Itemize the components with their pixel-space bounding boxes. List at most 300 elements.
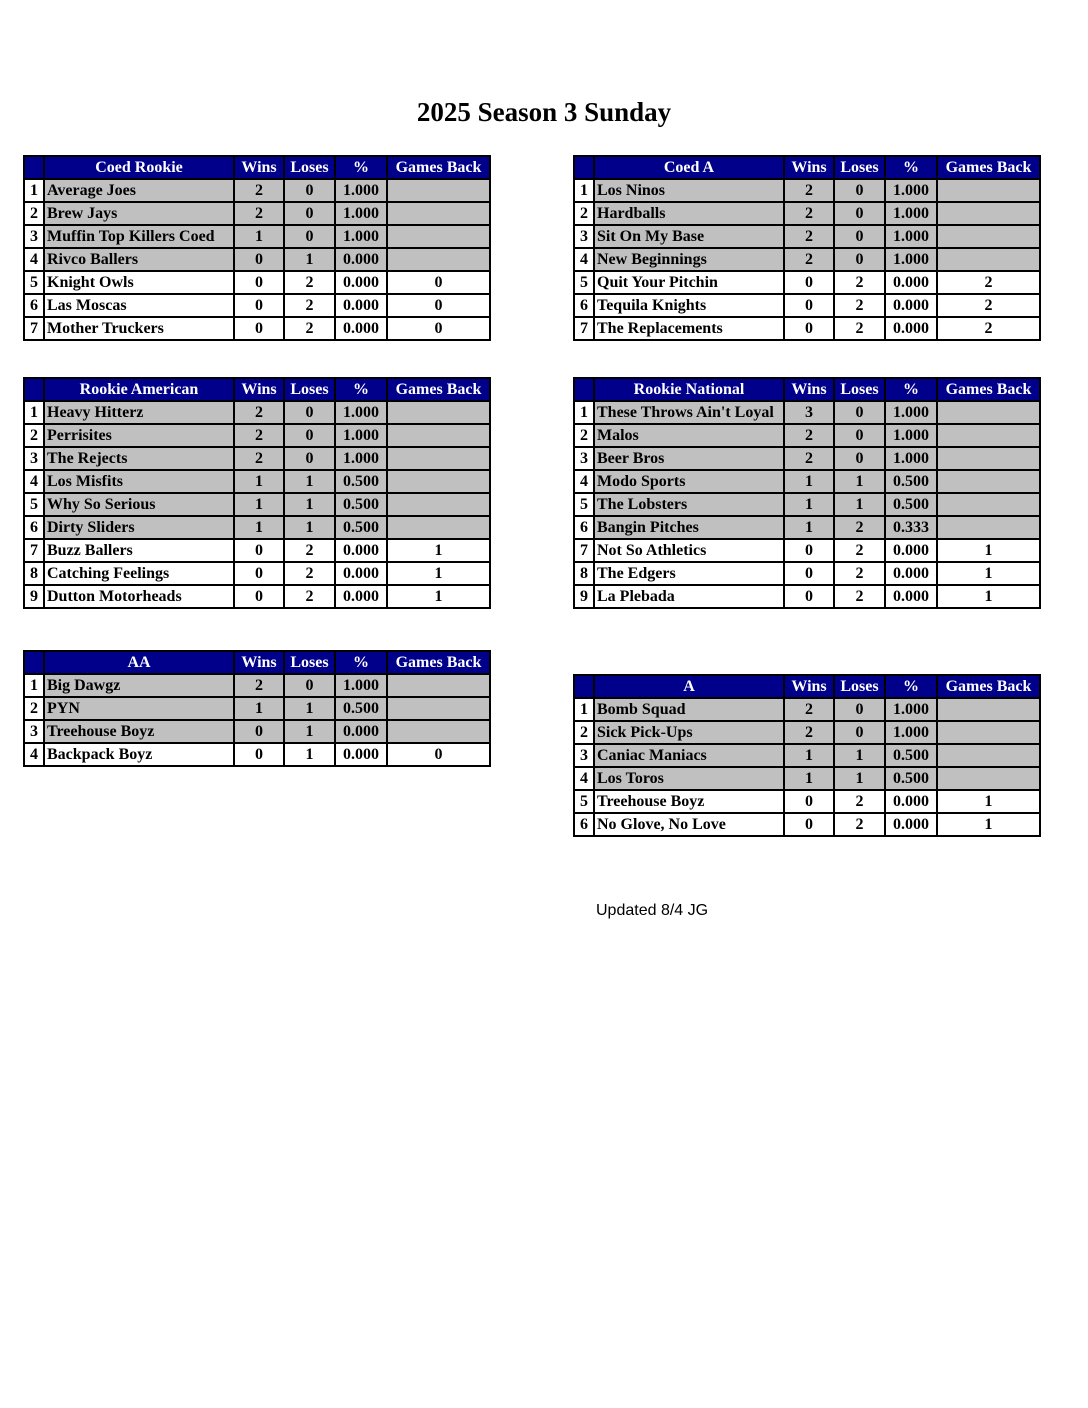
wins-cell: 0: [784, 294, 834, 317]
loses-cell: 1: [834, 744, 885, 767]
team-name-cell: Beer Bros: [594, 447, 784, 470]
page-title: 2025 Season 3 Sunday: [416, 97, 672, 127]
games-back-cell: 1: [387, 585, 490, 608]
pct-cell: 0.000: [335, 317, 387, 340]
table-header-row: [24, 156, 490, 179]
table-row: [574, 317, 1040, 340]
loses-cell: 2: [834, 516, 885, 539]
wins-cell: 0: [234, 743, 284, 766]
pct-cell: 0.500: [885, 470, 937, 493]
wins-cell: 2: [784, 424, 834, 447]
games-back-cell: [937, 447, 1040, 470]
rank-header: [574, 378, 594, 401]
table-row: [24, 562, 490, 585]
pct-cell: 0.000: [885, 790, 937, 813]
team-name-cell: Quit Your Pitchin: [594, 271, 784, 294]
games-back-cell: [937, 202, 1040, 225]
team-name-cell: Knight Owls: [44, 271, 234, 294]
loses-cell: 1: [284, 493, 335, 516]
games-back-cell: [387, 202, 490, 225]
loses-cell: 1: [834, 470, 885, 493]
rank-cell: 5: [574, 271, 594, 294]
wins-header: Wins: [784, 675, 834, 698]
rank-header: [24, 651, 44, 674]
pct-cell: 0.000: [885, 813, 937, 836]
table-row: [574, 813, 1040, 836]
wins-cell: 2: [234, 401, 284, 424]
loses-header: Loses: [284, 378, 335, 401]
pct-cell: 0.500: [335, 470, 387, 493]
loses-cell: 2: [834, 271, 885, 294]
pct-cell: 1.000: [885, 698, 937, 721]
wins-cell: 1: [784, 767, 834, 790]
pct-cell: 0.000: [885, 271, 937, 294]
table-header-row: [574, 156, 1040, 179]
pct-cell: 1.000: [335, 424, 387, 447]
standings-table-coed-a: [573, 155, 1041, 341]
team-name-cell: These Throws Ain't Loyal: [594, 401, 784, 424]
pct-cell: 0.500: [335, 697, 387, 720]
games-back-cell: [387, 697, 490, 720]
rank-cell: 3: [574, 447, 594, 470]
rank-cell: 4: [24, 470, 44, 493]
pct-cell: 0.333: [885, 516, 937, 539]
wins-cell: 1: [234, 493, 284, 516]
team-name-cell: Perrisites: [44, 424, 234, 447]
wins-cell: 1: [784, 493, 834, 516]
table-row: [574, 744, 1040, 767]
table-row: [24, 697, 490, 720]
rank-cell: 2: [24, 424, 44, 447]
wins-cell: 2: [784, 698, 834, 721]
table-header-row: [24, 378, 490, 401]
games-back-cell: [387, 516, 490, 539]
pct-cell: 1.000: [885, 447, 937, 470]
table-row: [574, 424, 1040, 447]
pct-cell: 0.000: [885, 317, 937, 340]
wins-cell: 0: [784, 271, 834, 294]
table-row: [24, 516, 490, 539]
rank-cell: 3: [24, 720, 44, 743]
games-back-cell: [387, 179, 490, 202]
loses-header: Loses: [284, 651, 335, 674]
loses-cell: 0: [284, 225, 335, 248]
team-name-cell: Las Moscas: [44, 294, 234, 317]
wins-cell: 1: [784, 470, 834, 493]
table-header-row: [574, 675, 1040, 698]
pct-cell: 0.000: [885, 562, 937, 585]
table-row: [24, 225, 490, 248]
wins-cell: 1: [784, 516, 834, 539]
pct-cell: 0.500: [885, 767, 937, 790]
loses-cell: 1: [284, 697, 335, 720]
games-back-cell: [387, 720, 490, 743]
table-row: [574, 790, 1040, 813]
rank-cell: 2: [574, 202, 594, 225]
table-row: [24, 248, 490, 271]
team-name-cell: Hardballs: [594, 202, 784, 225]
table-row: [24, 720, 490, 743]
wins-cell: 1: [234, 225, 284, 248]
games-back-cell: [387, 225, 490, 248]
games-back-header: Games Back: [387, 156, 490, 179]
pct-header: %: [335, 651, 387, 674]
pct-header: %: [885, 675, 937, 698]
team-name-cell: Muffin Top Killers Coed: [44, 225, 234, 248]
loses-cell: 1: [284, 248, 335, 271]
wins-cell: 1: [234, 516, 284, 539]
wins-cell: 2: [784, 447, 834, 470]
rank-cell: 8: [24, 562, 44, 585]
loses-cell: 1: [284, 743, 335, 766]
pct-cell: 0.000: [885, 294, 937, 317]
table-row: [574, 585, 1040, 608]
loses-cell: 2: [284, 317, 335, 340]
pct-cell: 1.000: [335, 401, 387, 424]
loses-cell: 0: [284, 424, 335, 447]
pct-header: %: [885, 156, 937, 179]
wins-cell: 2: [784, 248, 834, 271]
wins-cell: 0: [234, 317, 284, 340]
loses-header: Loses: [834, 156, 885, 179]
loses-cell: 1: [284, 516, 335, 539]
loses-cell: 0: [284, 401, 335, 424]
wins-cell: 1: [234, 470, 284, 493]
wins-cell: 0: [234, 720, 284, 743]
rank-cell: 7: [574, 539, 594, 562]
team-name-cell: Los Toros: [594, 767, 784, 790]
table-row: [24, 674, 490, 697]
table-row: [574, 248, 1040, 271]
rank-cell: 8: [574, 562, 594, 585]
loses-cell: 2: [834, 562, 885, 585]
table-row: [574, 539, 1040, 562]
loses-cell: 0: [284, 447, 335, 470]
wins-cell: 1: [784, 744, 834, 767]
rank-cell: 1: [24, 401, 44, 424]
rank-cell: 1: [24, 674, 44, 697]
rank-header: [574, 156, 594, 179]
team-name-cell: Treehouse Boyz: [594, 790, 784, 813]
loses-cell: 1: [834, 767, 885, 790]
rank-cell: 2: [574, 721, 594, 744]
pct-cell: 0.500: [335, 516, 387, 539]
rank-cell: 4: [574, 248, 594, 271]
games-back-header: Games Back: [387, 378, 490, 401]
rank-cell: 2: [24, 697, 44, 720]
team-name-cell: Tequila Knights: [594, 294, 784, 317]
team-name-cell: No Glove, No Love: [594, 813, 784, 836]
rank-cell: 4: [574, 767, 594, 790]
table-row: [574, 271, 1040, 294]
wins-cell: 2: [784, 721, 834, 744]
games-back-cell: [387, 447, 490, 470]
pct-cell: 1.000: [885, 248, 937, 271]
loses-cell: 2: [834, 294, 885, 317]
wins-cell: 0: [234, 539, 284, 562]
loses-cell: 1: [284, 720, 335, 743]
rank-cell: 5: [24, 493, 44, 516]
table-row: [24, 447, 490, 470]
rank-cell: 3: [574, 744, 594, 767]
rank-cell: 7: [24, 317, 44, 340]
team-name-cell: Los Misfits: [44, 470, 234, 493]
wins-header: Wins: [784, 378, 834, 401]
table-row: [574, 225, 1040, 248]
rank-cell: 5: [24, 271, 44, 294]
games-back-cell: 1: [387, 539, 490, 562]
pct-cell: 1.000: [335, 202, 387, 225]
rank-cell: 2: [574, 424, 594, 447]
table-row: [574, 202, 1040, 225]
pct-cell: 0.000: [885, 539, 937, 562]
team-name-cell: Buzz Ballers: [44, 539, 234, 562]
wins-cell: 0: [784, 790, 834, 813]
loses-cell: 0: [834, 179, 885, 202]
games-back-cell: 0: [387, 271, 490, 294]
table-row: [574, 401, 1040, 424]
rank-cell: 3: [24, 225, 44, 248]
games-back-cell: [937, 698, 1040, 721]
loses-cell: 0: [834, 698, 885, 721]
rank-cell: 7: [574, 317, 594, 340]
games-back-cell: 1: [937, 585, 1040, 608]
wins-cell: 2: [234, 202, 284, 225]
rank-cell: 9: [574, 585, 594, 608]
loses-cell: 2: [834, 317, 885, 340]
team-name-cell: PYN: [44, 697, 234, 720]
team-name-cell: Backpack Boyz: [44, 743, 234, 766]
team-name-cell: Dirty Sliders: [44, 516, 234, 539]
wins-cell: 0: [784, 317, 834, 340]
loses-header: Loses: [834, 675, 885, 698]
table-row: [24, 585, 490, 608]
games-back-cell: [937, 493, 1040, 516]
standings-table-coed-rookie: [23, 155, 491, 341]
pct-cell: 0.000: [885, 585, 937, 608]
table-header-row: [24, 651, 490, 674]
wins-header: Wins: [784, 156, 834, 179]
wins-cell: 3: [784, 401, 834, 424]
pct-cell: 0.000: [335, 248, 387, 271]
pct-cell: 0.000: [335, 539, 387, 562]
team-name-cell: Not So Athletics: [594, 539, 784, 562]
rank-cell: 3: [24, 447, 44, 470]
table-row: [24, 179, 490, 202]
team-name-cell: The Edgers: [594, 562, 784, 585]
games-back-cell: [937, 179, 1040, 202]
loses-header: Loses: [834, 378, 885, 401]
wins-cell: 0: [784, 585, 834, 608]
rank-header: [574, 675, 594, 698]
games-back-header: Games Back: [937, 378, 1040, 401]
pct-cell: 1.000: [885, 179, 937, 202]
games-back-cell: [937, 424, 1040, 447]
rank-cell: 6: [574, 813, 594, 836]
table-row: [24, 401, 490, 424]
team-name-cell: Brew Jays: [44, 202, 234, 225]
games-back-header: Games Back: [937, 675, 1040, 698]
rank-cell: 1: [574, 179, 594, 202]
loses-cell: 2: [834, 539, 885, 562]
rank-cell: 7: [24, 539, 44, 562]
games-back-cell: [387, 493, 490, 516]
games-back-cell: [387, 674, 490, 697]
table-row: [574, 698, 1040, 721]
pct-header: %: [885, 378, 937, 401]
table-row: [574, 493, 1040, 516]
team-name-cell: Big Dawgz: [44, 674, 234, 697]
games-back-cell: 1: [937, 562, 1040, 585]
wins-cell: 2: [784, 179, 834, 202]
team-name-cell: The Lobsters: [594, 493, 784, 516]
standings-table-rookie-american: [23, 377, 491, 609]
loses-cell: 1: [834, 493, 885, 516]
rank-cell: 4: [24, 248, 44, 271]
pct-cell: 0.000: [335, 562, 387, 585]
table-row: [574, 516, 1040, 539]
pct-cell: 0.000: [335, 271, 387, 294]
wins-cell: 0: [234, 271, 284, 294]
team-name-cell: Mother Truckers: [44, 317, 234, 340]
games-back-cell: 2: [937, 271, 1040, 294]
loses-cell: 0: [284, 674, 335, 697]
team-name-cell: New Beginnings: [594, 248, 784, 271]
loses-cell: 2: [284, 585, 335, 608]
team-name-cell: Dutton Motorheads: [44, 585, 234, 608]
pct-cell: 1.000: [885, 721, 937, 744]
table-row: [574, 721, 1040, 744]
team-name-cell: Los Ninos: [594, 179, 784, 202]
loses-cell: 0: [834, 424, 885, 447]
games-back-cell: 2: [937, 294, 1040, 317]
division-name-header: Coed Rookie: [44, 156, 234, 179]
pct-cell: 0.000: [335, 720, 387, 743]
table-row: [574, 562, 1040, 585]
loses-cell: 2: [284, 539, 335, 562]
rank-cell: 1: [574, 698, 594, 721]
loses-header: Loses: [284, 156, 335, 179]
wins-cell: 0: [234, 562, 284, 585]
wins-cell: 1: [234, 697, 284, 720]
table-row: [24, 470, 490, 493]
table-row: [24, 294, 490, 317]
wins-cell: 2: [234, 447, 284, 470]
table-row: [24, 317, 490, 340]
team-name-cell: Malos: [594, 424, 784, 447]
loses-cell: 0: [834, 225, 885, 248]
games-back-cell: [937, 248, 1040, 271]
division-name-header: Rookie American: [44, 378, 234, 401]
rank-cell: 6: [574, 516, 594, 539]
rank-cell: 9: [24, 585, 44, 608]
table-row: [574, 294, 1040, 317]
wins-cell: 0: [234, 294, 284, 317]
wins-cell: 2: [234, 424, 284, 447]
rank-cell: 6: [24, 294, 44, 317]
table-row: [24, 424, 490, 447]
games-back-cell: 2: [937, 317, 1040, 340]
wins-cell: 0: [784, 562, 834, 585]
games-back-cell: [937, 744, 1040, 767]
wins-header: Wins: [234, 378, 284, 401]
updated-note: Updated 8/4 JG: [596, 902, 709, 919]
pct-cell: 0.500: [885, 493, 937, 516]
team-name-cell: Catching Feelings: [44, 562, 234, 585]
games-back-cell: [387, 401, 490, 424]
loses-cell: 0: [284, 179, 335, 202]
games-back-cell: 1: [937, 539, 1040, 562]
rank-cell: 3: [574, 225, 594, 248]
games-back-cell: 0: [387, 743, 490, 766]
games-back-cell: 1: [387, 562, 490, 585]
loses-cell: 0: [834, 202, 885, 225]
table-row: [24, 539, 490, 562]
pct-cell: 1.000: [885, 225, 937, 248]
team-name-cell: Why So Serious: [44, 493, 234, 516]
pct-cell: 0.500: [885, 744, 937, 767]
table-row: [24, 202, 490, 225]
division-name-header: Coed A: [594, 156, 784, 179]
division-name-header: Rookie National: [594, 378, 784, 401]
games-back-cell: [937, 470, 1040, 493]
standings-table-rookie-national: [573, 377, 1041, 609]
team-name-cell: Modo Sports: [594, 470, 784, 493]
team-name-cell: Bangin Pitches: [594, 516, 784, 539]
table-row: [24, 271, 490, 294]
pct-cell: 1.000: [885, 202, 937, 225]
games-back-cell: [387, 248, 490, 271]
team-name-cell: La Plebada: [594, 585, 784, 608]
pct-cell: 0.500: [335, 493, 387, 516]
loses-cell: 1: [284, 470, 335, 493]
wins-cell: 2: [234, 674, 284, 697]
games-back-cell: [937, 225, 1040, 248]
games-back-header: Games Back: [387, 651, 490, 674]
team-name-cell: Rivco Ballers: [44, 248, 234, 271]
division-name-header: AA: [44, 651, 234, 674]
pct-cell: 1.000: [335, 179, 387, 202]
wins-cell: 0: [784, 813, 834, 836]
loses-cell: 2: [834, 585, 885, 608]
games-back-cell: [937, 516, 1040, 539]
games-back-cell: [937, 767, 1040, 790]
pct-cell: 0.000: [335, 294, 387, 317]
rank-cell: 6: [574, 294, 594, 317]
rank-cell: 4: [24, 743, 44, 766]
loses-cell: 2: [834, 813, 885, 836]
loses-cell: 2: [284, 294, 335, 317]
team-name-cell: Treehouse Boyz: [44, 720, 234, 743]
games-back-cell: [937, 721, 1040, 744]
table-row: [574, 179, 1040, 202]
rank-cell: 6: [24, 516, 44, 539]
wins-cell: 2: [784, 202, 834, 225]
pct-cell: 0.000: [335, 743, 387, 766]
rank-header: [24, 378, 44, 401]
loses-cell: 2: [284, 562, 335, 585]
team-name-cell: Average Joes: [44, 179, 234, 202]
games-back-cell: [387, 424, 490, 447]
loses-cell: 2: [834, 790, 885, 813]
rank-cell: 2: [24, 202, 44, 225]
pct-cell: 1.000: [885, 401, 937, 424]
table-header-row: [574, 378, 1040, 401]
loses-cell: 0: [834, 248, 885, 271]
loses-cell: 0: [834, 721, 885, 744]
pct-header: %: [335, 156, 387, 179]
team-name-cell: The Replacements: [594, 317, 784, 340]
